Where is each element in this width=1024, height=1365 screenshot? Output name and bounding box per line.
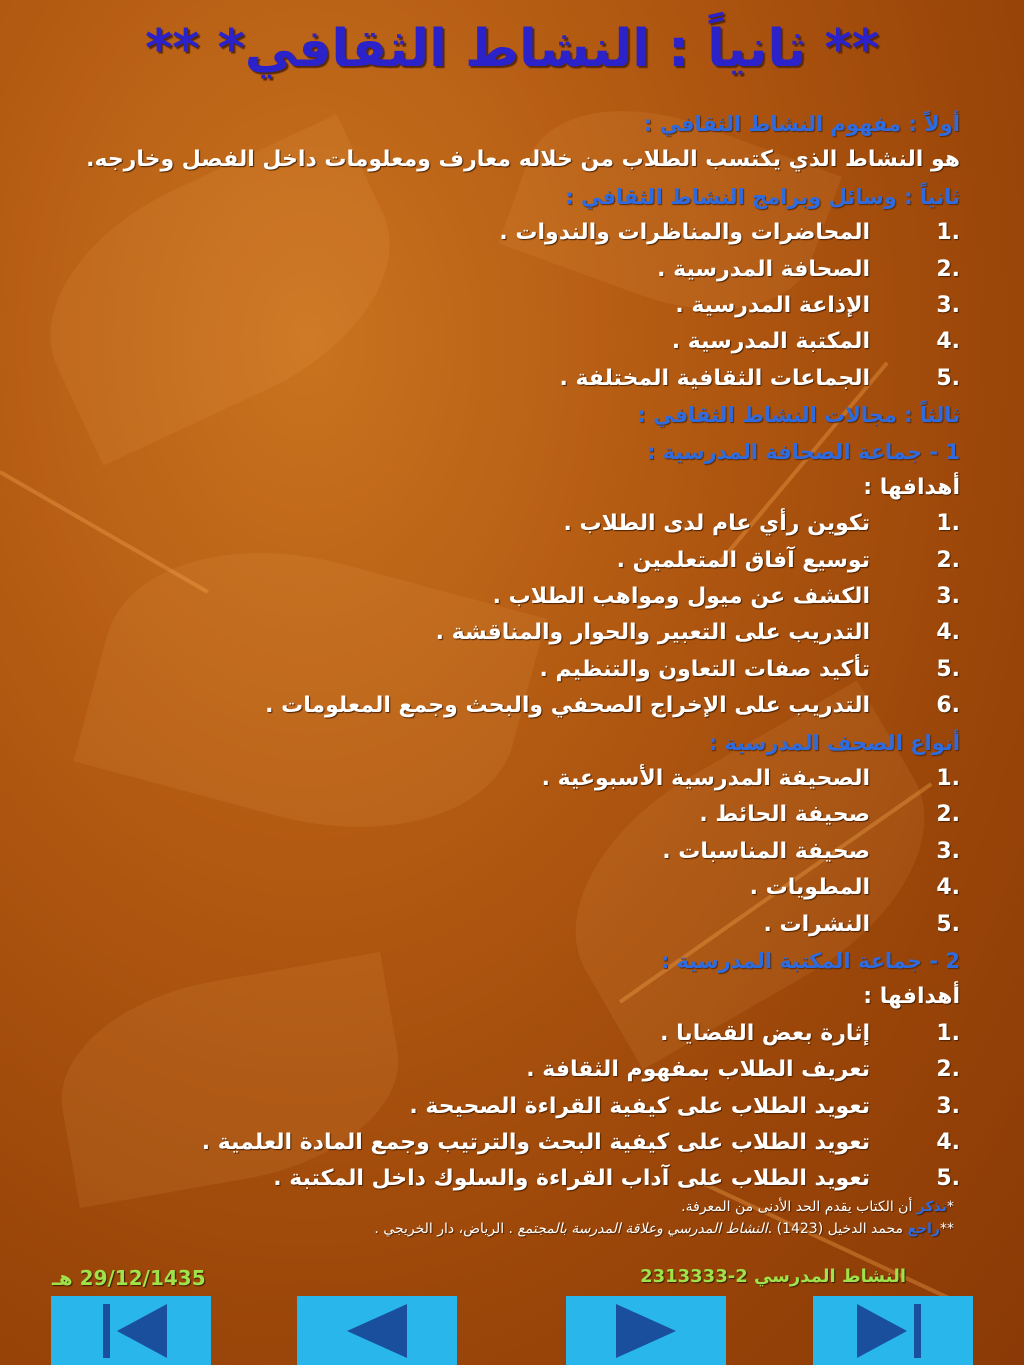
skip-to-last-icon	[833, 1296, 953, 1365]
library-goals-list	[80, 1016, 960, 1198]
newspaper-types-heading: أنواع الصحف المدرسية :	[708, 730, 960, 755]
list-item: 2. الصحافة المدرسية .	[657, 256, 960, 282]
footnote-1: *تذكر أن الكتاب يقدم الحد الأدنى من المعرفة.	[681, 1199, 954, 1215]
concept-heading: أولاًَ : مفهوم النشاط الثقافي :	[643, 112, 960, 136]
footnote-2: **راجع محمد الدخيل (1423) .النشاط المدرسي وعلاقة المدرسة بالمجتمع . الرياض، دار الخريجي .	[374, 1221, 954, 1237]
list-item: 5. النشرات .	[763, 911, 960, 937]
skip-to-first-icon	[71, 1296, 191, 1365]
footer-course: النشاط المدرسي 2-2313333	[640, 1266, 906, 1287]
slide-navigation	[0, 1296, 1024, 1365]
footer-date: 29/12/1435 هـ	[52, 1266, 206, 1290]
list-item: 4. المكتبة المدرسية .	[671, 329, 960, 355]
slide-content	[80, 106, 960, 1198]
list-item: 2. صحيفة الحائط .	[699, 802, 960, 828]
newspaper-types-list	[80, 761, 960, 943]
slide-title: ** ثانياً : النشاط الثقافي* **	[145, 19, 879, 79]
last-slide-button[interactable]	[813, 1296, 973, 1365]
concept-text: هو النشاط الذي يكتسب الطلاب من خلاله معارف ومعلومات داخل الفصل وخارجه.	[86, 147, 960, 173]
list-item: 6. التدريب على الإخراج الصحفي والبحث وجمع المعلومات .	[265, 693, 960, 719]
list-item: 4. المطويات .	[749, 875, 960, 901]
library-heading: 2 - جماعة المكتبة المدرسية :	[660, 948, 960, 973]
list-item: 3. صحيفة المناسبات .	[662, 838, 960, 864]
list-item: 4. التدريب على التعبير والحوار والمناقشة .	[435, 620, 960, 646]
journalism-goals-list	[80, 506, 960, 724]
means-heading: ثانياً : وسائل وبرامج النشاط الثقافي :	[565, 184, 960, 209]
library-goals-label: أهدافها :	[863, 984, 960, 1010]
footnotes	[54, 1196, 954, 1240]
list-item: 5. الجماعات الثقافية المختلفة .	[559, 365, 960, 391]
list-item: 2. تعريف الطلاب بمفهوم الثقافة .	[526, 1057, 960, 1083]
list-item: 2. توسيع آفاق المتعلمين .	[616, 547, 960, 573]
list-item: 1. إثارة بعض القضايا .	[660, 1020, 960, 1046]
list-item: 4. تعويد الطلاب على كيفية البحث والترتيب وجمع المادة العلمية .	[201, 1129, 960, 1155]
list-item: 3. الإذاعة المدرسية .	[675, 292, 960, 318]
list-item: 5. تعويد الطلاب على آداب القراءة والسلوك داخل المكتبة .	[273, 1166, 960, 1192]
list-item: 1. الصحيفة المدرسية الأسبوعية .	[541, 766, 960, 792]
list-item: 3. الكشف عن ميول ومواهب الطلاب .	[492, 584, 960, 610]
first-slide-button[interactable]	[51, 1296, 211, 1365]
previous-slide-button[interactable]	[297, 1296, 457, 1365]
next-icon	[586, 1296, 706, 1365]
previous-icon	[317, 1296, 437, 1365]
fields-heading: ثالثاً : مجالات النشاط الثقافي :	[637, 403, 960, 428]
list-item: 5. تأكيد صفات التعاون والتنظيم .	[539, 656, 960, 682]
means-list	[80, 215, 960, 397]
list-item: 1. تكوين رأي عام لدى الطلاب .	[563, 511, 960, 537]
journalism-goals-label: أهدافها :	[863, 474, 960, 500]
list-item: 3. تعويد الطلاب على كيفية القراءة الصحيحة .	[409, 1093, 960, 1119]
list-item: 1. المحاضرات والمناظرات والندوات .	[499, 220, 960, 246]
journalism-heading: 1 - جماعة الصحافة المدرسية :	[646, 439, 960, 464]
next-slide-button[interactable]	[566, 1296, 726, 1365]
